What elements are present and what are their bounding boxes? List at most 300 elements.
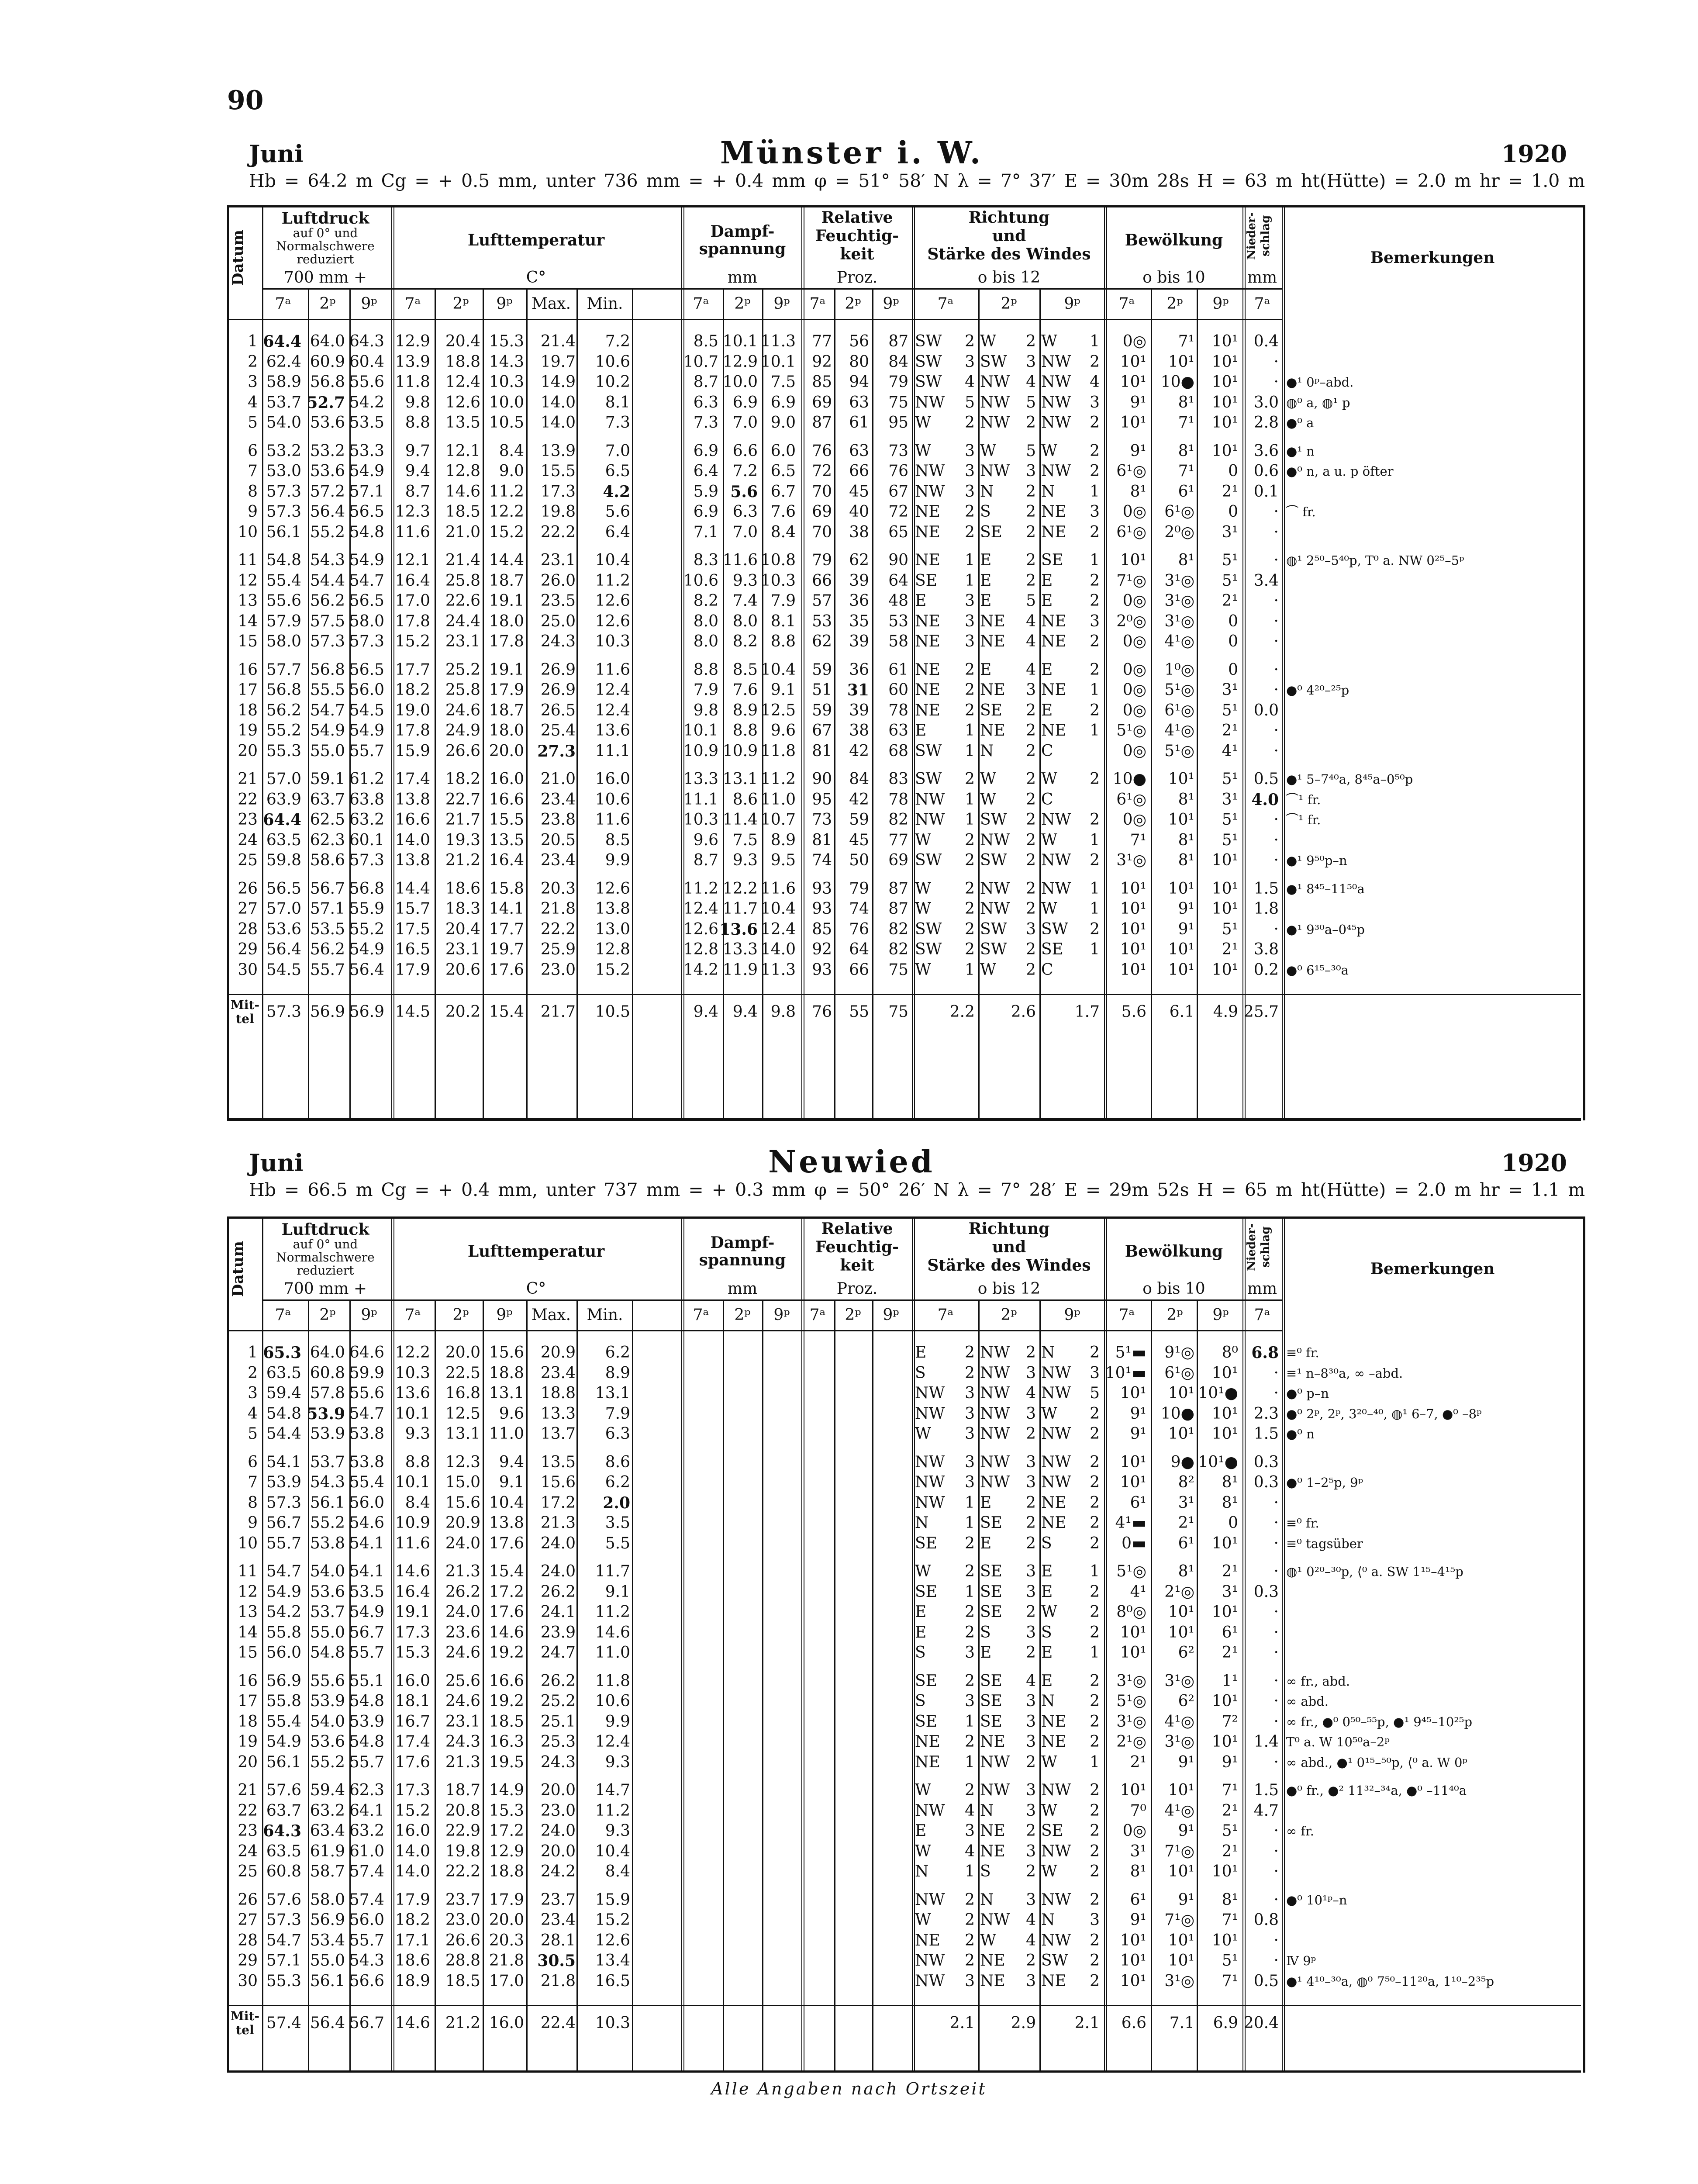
wind-direction: W [980, 332, 997, 350]
cell-remark: ●¹ 5–7⁴⁰a, 8⁴⁵a–0⁵⁰p [1286, 772, 1413, 787]
row-day: 16 [238, 660, 258, 679]
cell-wind [915, 1453, 975, 1472]
wind-direction: NE [915, 1733, 940, 1751]
cell-pressure: 63.9 [266, 790, 301, 809]
cell-temp: 18.5 [489, 1712, 524, 1731]
mean-value: 56.9 [310, 1003, 345, 1021]
cell-precip: · [1274, 1753, 1279, 1771]
wind-strength: 1 [965, 811, 975, 829]
cell-humidity: 87 [888, 900, 908, 918]
wind-strength: 2 [1090, 1623, 1100, 1641]
header-temp-unit: C° [526, 1280, 546, 1298]
cell-temp: 3.5 [605, 1514, 630, 1532]
wind-strength: 4 [1026, 373, 1036, 391]
cell-temp: 16.0 [395, 1672, 430, 1690]
cell-wind [915, 1781, 975, 1800]
cell-wind [980, 1364, 1036, 1383]
cell-pressure: 53.5 [310, 920, 345, 938]
cell-wind [980, 770, 1036, 789]
wind-direction: W [915, 900, 932, 918]
wind-direction: NW [915, 1493, 945, 1512]
wind-direction: NW [980, 1453, 1010, 1471]
cell-remark: Ⅳ 9ᵖ [1286, 1953, 1316, 1968]
wind-direction: W [1041, 1801, 1058, 1820]
header-dampf: spannung [699, 240, 786, 258]
cell-vapor: 9.1 [770, 681, 796, 699]
cell-cloud: 8¹ [1222, 1473, 1238, 1491]
cell-wind [915, 1842, 975, 1861]
wind-strength: 3 [1026, 1781, 1036, 1799]
wind-direction: SE [1041, 940, 1063, 958]
wind-strength: 1 [965, 571, 975, 590]
cell-pressure: 53.2 [310, 442, 345, 460]
wind-strength: 2 [1090, 1672, 1100, 1690]
cell-pressure: 56.7 [349, 1623, 384, 1641]
wind-strength: 2 [965, 879, 975, 898]
wind-strength: 2 [965, 900, 975, 918]
cell-cloud: 10¹ [1120, 1972, 1146, 1990]
wind-direction: W [915, 879, 932, 898]
cell-wind [980, 831, 1036, 850]
cell-temp: 13.1 [445, 1425, 480, 1443]
cell-temp: 17.4 [395, 770, 430, 788]
wind-strength: 2 [965, 940, 975, 958]
cell-temp: 11.8 [595, 1672, 630, 1690]
cell-vapor: 6.4 [693, 462, 718, 480]
subheader-rule [262, 1299, 1282, 1301]
cell-cloud: 2¹ [1222, 1644, 1238, 1662]
wind-direction: E [980, 1493, 992, 1512]
station-month: Juni [249, 1149, 304, 1177]
row-day: 20 [238, 1753, 258, 1771]
cell-pressure: 55.1 [349, 1672, 384, 1690]
cell-cloud: 6² [1178, 1644, 1194, 1662]
row-day: 11 [238, 1562, 258, 1580]
wind-strength: 2 [1090, 701, 1100, 719]
cell-cloud: 10¹ [1211, 1364, 1238, 1382]
wind-direction: NE [980, 1952, 1005, 1970]
cell-vapor: 14.0 [760, 940, 796, 958]
cell-cloud: 3¹ [1178, 1493, 1194, 1512]
wind-direction: W [915, 442, 932, 460]
cell-humidity [843, 1424, 908, 1444]
cell-temp: 20.5 [540, 831, 576, 849]
cell-cloud: 0◎ [1122, 811, 1146, 829]
cell-wind [980, 523, 1036, 542]
cell-temp: 24.1 [540, 1603, 576, 1621]
wind-direction: E [915, 1603, 927, 1621]
cell-cloud: 8¹ [1222, 1493, 1238, 1512]
cell-temp: 10.2 [595, 373, 630, 391]
cell-cloud: 6¹◎ [1116, 790, 1146, 809]
cell-cloud: 4¹ [1130, 1583, 1146, 1601]
wind-direction: NE [915, 681, 940, 699]
cell-cloud: 6¹ [1130, 1890, 1146, 1909]
wind-strength: 3 [1026, 1453, 1036, 1471]
cell-precip: 3.6 [1253, 442, 1279, 460]
wind-direction: NE [915, 612, 940, 630]
wind-direction: NE [915, 632, 940, 650]
cell-vapor: 8.9 [732, 701, 758, 719]
cell-wind [980, 879, 1036, 898]
header-luftdruck: Luftdruck [281, 209, 369, 228]
cell-temp: 7.0 [605, 442, 630, 460]
cell-cloud: 9¹ [1178, 1753, 1194, 1771]
wind-strength: 1 [1090, 831, 1100, 849]
cell-cloud: 10¹ [1168, 811, 1194, 829]
cell-vapor: 11.3 [760, 961, 796, 979]
cell-temp: 17.3 [395, 1623, 430, 1641]
cell-humidity: 61 [849, 414, 869, 432]
wind-direction: E [1041, 701, 1053, 719]
cell-cloud: 5¹◎ [1116, 1692, 1146, 1710]
cell-vapor: 7.9 [770, 592, 796, 610]
cell-pressure: 55.8 [266, 1623, 301, 1641]
cell-remark: ●⁰ 2ᵖ, 2ᵖ, 3²⁰–⁴⁰, ◍¹ 6–7, ●⁰ –8ᵖ [1286, 1406, 1482, 1421]
wind-direction: E [915, 592, 927, 610]
cell-temp: 9.9 [605, 1712, 630, 1731]
cell-pressure: 56.5 [349, 503, 384, 521]
cell-humidity [843, 1972, 908, 1991]
cell-precip: · [1274, 920, 1279, 938]
cell-temp: 12.4 [445, 373, 480, 391]
cell-pressure: 55.2 [310, 523, 345, 541]
wind-strength: 2 [1026, 503, 1036, 521]
cell-temp: 16.0 [395, 1822, 430, 1840]
cell-temp: 11.6 [595, 660, 630, 679]
cell-temp: 16.0 [489, 770, 524, 788]
wind-direction: SW [915, 332, 942, 350]
cell-cloud: 8¹ [1130, 1863, 1146, 1880]
cell-humidity: 66 [849, 462, 869, 480]
cell-temp: 12.2 [489, 503, 524, 521]
col-label-bewolkung: 2ᵖ [1167, 295, 1183, 313]
cell-humidity: 58 [888, 632, 908, 650]
cell-pressure: 63.5 [266, 831, 301, 849]
mean-value: 56.7 [349, 2014, 384, 2032]
cell-wind [980, 1753, 1036, 1772]
cell-humidity: 51 [812, 681, 832, 699]
header-luftdruck-unit: 700 mm + [283, 269, 367, 287]
cell-temp: 19.5 [489, 1753, 524, 1771]
cell-cloud: 5¹▬ [1115, 1344, 1146, 1362]
cell-cloud: 8⁰◎ [1116, 1603, 1146, 1621]
wind-strength: 2 [1026, 523, 1036, 541]
cell-humidity: 82 [888, 811, 908, 829]
cell-wind [915, 1343, 975, 1362]
cell-pressure: 54.7 [349, 1404, 384, 1423]
cell-remark: ●¹ 4¹⁰–³⁰a, ◍⁰ 7⁵⁰–11²⁰a, 1¹⁰–2³⁵p [1286, 1973, 1494, 1989]
cell-vapor: 8.5 [732, 660, 758, 679]
cell-cloud: 10¹● [1198, 1453, 1238, 1471]
wind-direction: E [980, 571, 992, 590]
cell-wind [980, 920, 1036, 939]
cell-wind [915, 632, 975, 651]
row-day: 2 [248, 352, 258, 371]
cell-precip: 0.6 [1253, 462, 1279, 480]
cell-pressure: 55.6 [349, 1384, 384, 1402]
cell-temp: 17.4 [395, 1733, 430, 1751]
cell-pressure: 55.6 [266, 592, 301, 610]
cell-cloud: 5¹ [1222, 1952, 1238, 1970]
row-day: 25 [238, 1863, 258, 1880]
cell-cloud: 0◎ [1122, 742, 1146, 760]
mean-value: 5.6 [1121, 1003, 1146, 1021]
cell-temp: 26.9 [540, 681, 576, 699]
cell-pressure: 57.3 [266, 1911, 301, 1929]
cell-wind [915, 1473, 975, 1492]
col-label-wind: 9ᵖ [1064, 1306, 1080, 1324]
row-day: 30 [238, 961, 258, 979]
cell-temp: 18.2 [395, 1911, 430, 1929]
cell-vapor: 8.3 [693, 551, 718, 569]
cell-temp: 18.7 [445, 1781, 480, 1799]
cell-pressure: 53.9 [349, 1712, 384, 1731]
wind-strength: 2 [1090, 1493, 1100, 1512]
cell-cloud: 0 [1228, 503, 1238, 521]
cell-wind [915, 1603, 975, 1622]
cell-vapor: 7.6 [732, 681, 758, 699]
cell-temp: 23.4 [540, 1364, 576, 1382]
cell-remark: ∞ fr., ●⁰ 0⁵⁰–⁵⁵p, ●¹ 9⁴⁵–10²⁵p [1286, 1714, 1473, 1729]
cell-humidity [843, 1801, 908, 1821]
wind-direction: NE [1041, 523, 1066, 541]
header-wind-unit: o bis 12 [977, 1280, 1041, 1298]
wind-strength: 2 [965, 660, 975, 679]
cell-temp: 13.8 [395, 851, 430, 869]
wind-strength: 3 [965, 1425, 975, 1443]
wind-direction: E [1041, 592, 1053, 610]
cell-humidity [843, 1842, 908, 1861]
row-day: 4 [248, 1404, 258, 1423]
cell-cloud: 10¹ [1211, 1692, 1238, 1710]
header-feucht-unit: Proz. [836, 269, 878, 287]
wind-direction: W [980, 1931, 997, 1949]
col-label-wind: 7ᵃ [937, 295, 954, 313]
cell-pressure: 64.4 [263, 811, 301, 829]
col-label-feucht: 2ᵖ [845, 1306, 861, 1324]
header-bemerkungen: Bemerkungen [1370, 1260, 1495, 1278]
cell-humidity: 92 [812, 940, 832, 958]
row-day: 9 [248, 1514, 258, 1532]
cell-vapor: 8.0 [693, 632, 718, 650]
cell-cloud: 3¹ [1130, 1842, 1146, 1860]
cell-temp: 16.7 [395, 1712, 430, 1731]
cell-precip: 1.5 [1253, 1425, 1279, 1443]
cell-temp: 24.0 [540, 1562, 576, 1580]
cell-temp: 13.1 [595, 1384, 630, 1402]
cell-cloud: 10¹ [1168, 1425, 1194, 1443]
cell-humidity [843, 1493, 908, 1513]
wind-strength: 2 [1090, 523, 1100, 541]
cell-vapor: 11.8 [760, 742, 796, 760]
wind-direction: W [915, 1425, 932, 1443]
row-day: 13 [238, 1603, 258, 1621]
cell-pressure: 57.2 [310, 482, 345, 501]
row-day: 17 [238, 681, 258, 699]
cell-vapor: 11.1 [683, 790, 718, 809]
header-feucht: Feuchtig- [815, 1238, 899, 1256]
mean-value: 1.7 [1074, 1003, 1100, 1021]
cell-temp: 12.5 [445, 1404, 480, 1423]
wind-strength: 3 [1026, 1842, 1036, 1860]
cell-cloud: 8¹ [1178, 790, 1194, 809]
wind-strength: 2 [1090, 1344, 1100, 1362]
cell-vapor: 11.7 [722, 900, 758, 918]
cell-precip: · [1274, 811, 1279, 829]
cell-temp: 17.9 [489, 1890, 524, 1909]
cell-humidity: 59 [849, 811, 869, 829]
wind-strength: 5 [1026, 393, 1036, 411]
wind-strength: 1 [965, 1514, 975, 1532]
col-label-dampf: 7ᵃ [693, 295, 709, 313]
cell-cloud: 6¹◎ [1164, 1364, 1194, 1382]
wind-strength: 3 [1026, 1712, 1036, 1731]
cell-cloud: 10¹ [1120, 1623, 1146, 1641]
cell-wind [915, 1404, 975, 1424]
header-wind: Stärke des Windes [927, 1256, 1091, 1275]
wind-direction: E [980, 1644, 992, 1662]
mean-value: 2.9 [1011, 2014, 1036, 2032]
cell-precip: · [1274, 1562, 1279, 1580]
cell-pressure: 54.9 [349, 1603, 384, 1621]
cell-temp: 26.6 [445, 742, 480, 760]
cell-temp: 23.1 [540, 551, 576, 569]
cell-wind [915, 770, 975, 789]
wind-strength: 3 [965, 1473, 975, 1491]
cell-temp: 24.6 [445, 1644, 480, 1662]
cell-cloud: 5¹◎ [1116, 1562, 1146, 1580]
cell-temp: 9.0 [499, 462, 524, 480]
wind-strength: 1 [1090, 1562, 1100, 1580]
header-lufttemperatur: Lufttemperatur [467, 231, 605, 249]
cell-humidity: 69 [812, 393, 832, 411]
cell-temp: 18.2 [445, 770, 480, 788]
cell-temp: 15.2 [489, 523, 524, 541]
cell-humidity: 39 [849, 701, 869, 719]
cell-wind [980, 1911, 1036, 1930]
cell-temp: 17.2 [489, 1822, 524, 1840]
cell-cloud: 6¹ [1222, 1623, 1238, 1641]
row-day: 29 [238, 1952, 258, 1970]
cell-vapor: 13.3 [683, 770, 718, 788]
wind-strength: 2 [965, 1623, 975, 1641]
cell-pressure: 61.9 [310, 1842, 345, 1860]
cell-temp: 14.0 [395, 1863, 430, 1880]
cell-temp: 17.2 [540, 1493, 576, 1512]
mean-value: 22.4 [540, 2014, 576, 2032]
cell-remark: ≡⁰ fr. [1286, 1516, 1319, 1531]
cell-humidity: 72 [812, 462, 832, 480]
cell-humidity: 80 [849, 352, 869, 371]
row-day: 19 [238, 722, 258, 740]
cell-temp: 11.6 [395, 523, 430, 541]
cell-vapor: 9.5 [770, 851, 796, 869]
cell-temp: 6.5 [605, 462, 630, 480]
cell-wind [980, 721, 1036, 740]
cell-temp: 22.9 [445, 1822, 480, 1840]
cell-wind [980, 1842, 1036, 1861]
cell-pressure: 64.3 [349, 332, 384, 350]
mean-value: 57.3 [266, 1003, 301, 1021]
wind-strength: 2 [965, 1890, 975, 1909]
cell-humidity: 83 [888, 770, 908, 788]
cell-pressure: 63.5 [266, 1364, 301, 1382]
wind-direction: W [980, 961, 997, 979]
cell-pressure: 64.0 [310, 1344, 345, 1362]
wind-direction: S [980, 503, 991, 521]
cell-humidity [843, 1364, 908, 1383]
wind-direction: SW [980, 940, 1007, 958]
wind-direction: NW [1041, 393, 1071, 411]
cell-precip: · [1274, 1364, 1279, 1382]
cell-humidity [843, 1603, 908, 1622]
cell-temp: 25.2 [445, 660, 480, 679]
cell-wind [980, 352, 1036, 372]
cell-temp: 26.2 [540, 1583, 576, 1601]
cell-pressure: 55.0 [310, 742, 345, 760]
header-wind: und [992, 1238, 1026, 1256]
cell-vapor: 7.9 [693, 681, 718, 699]
cell-temp: 15.2 [595, 961, 630, 979]
cell-remark: T⁰ a. W 10⁵⁰a–2ᵖ [1286, 1735, 1390, 1749]
wind-strength: 3 [965, 1384, 975, 1402]
cell-cloud: 8¹ [1178, 393, 1194, 411]
cell-temp: 28.8 [445, 1952, 480, 1970]
cell-humidity: 69 [812, 503, 832, 521]
wind-direction: NE [915, 701, 940, 719]
col-label-temp: 9ᵖ [496, 1306, 513, 1324]
wind-direction: NE [1041, 1972, 1066, 1990]
mean-value: 20.4 [1243, 2014, 1279, 2032]
cell-pressure: 54.8 [349, 1692, 384, 1710]
cell-humidity [843, 1732, 908, 1752]
wind-direction: NW [1041, 1842, 1071, 1860]
cell-wind [915, 393, 975, 412]
wind-direction: N [915, 1863, 929, 1880]
header-bottom-rule [227, 319, 1282, 320]
wind-strength: 3 [965, 1822, 975, 1840]
wind-strength: 2 [1026, 1952, 1036, 1970]
col-label-wind: 9ᵖ [1064, 295, 1080, 313]
cell-temp: 8.4 [605, 1863, 630, 1880]
cell-remark: ∞ abd. [1286, 1694, 1329, 1709]
cell-humidity: 93 [812, 900, 832, 918]
cell-temp: 9.8 [405, 393, 430, 411]
cell-humidity: 87 [888, 332, 908, 350]
col-label-bewolkung: 7ᵃ [1118, 1306, 1135, 1324]
wind-strength: 2 [1026, 851, 1036, 869]
cell-pressure: 56.5 [349, 660, 384, 679]
cell-pressure: 54.7 [266, 1562, 301, 1580]
cell-precip: · [1274, 1514, 1279, 1532]
mean-value: 21.7 [540, 1003, 576, 1021]
cell-vapor: 5.6 [730, 482, 758, 501]
header-bewolkung: Bewölkung [1125, 231, 1223, 249]
wind-direction: SW [915, 851, 942, 869]
cell-temp: 25.2 [540, 1692, 576, 1710]
cell-precip: 2.8 [1253, 414, 1279, 432]
cell-pressure: 64.1 [349, 1801, 384, 1820]
cell-temp: 17.6 [489, 961, 524, 979]
mean-value: 10.5 [595, 1003, 630, 1021]
cell-humidity: 85 [812, 373, 832, 391]
mean-value: 6.1 [1169, 1003, 1194, 1021]
cell-precip: · [1274, 503, 1279, 521]
header-niederschlag: Nieder-schlag [1245, 1223, 1272, 1271]
cell-pressure: 54.4 [310, 571, 345, 590]
cell-vapor: 11.6 [760, 879, 796, 898]
